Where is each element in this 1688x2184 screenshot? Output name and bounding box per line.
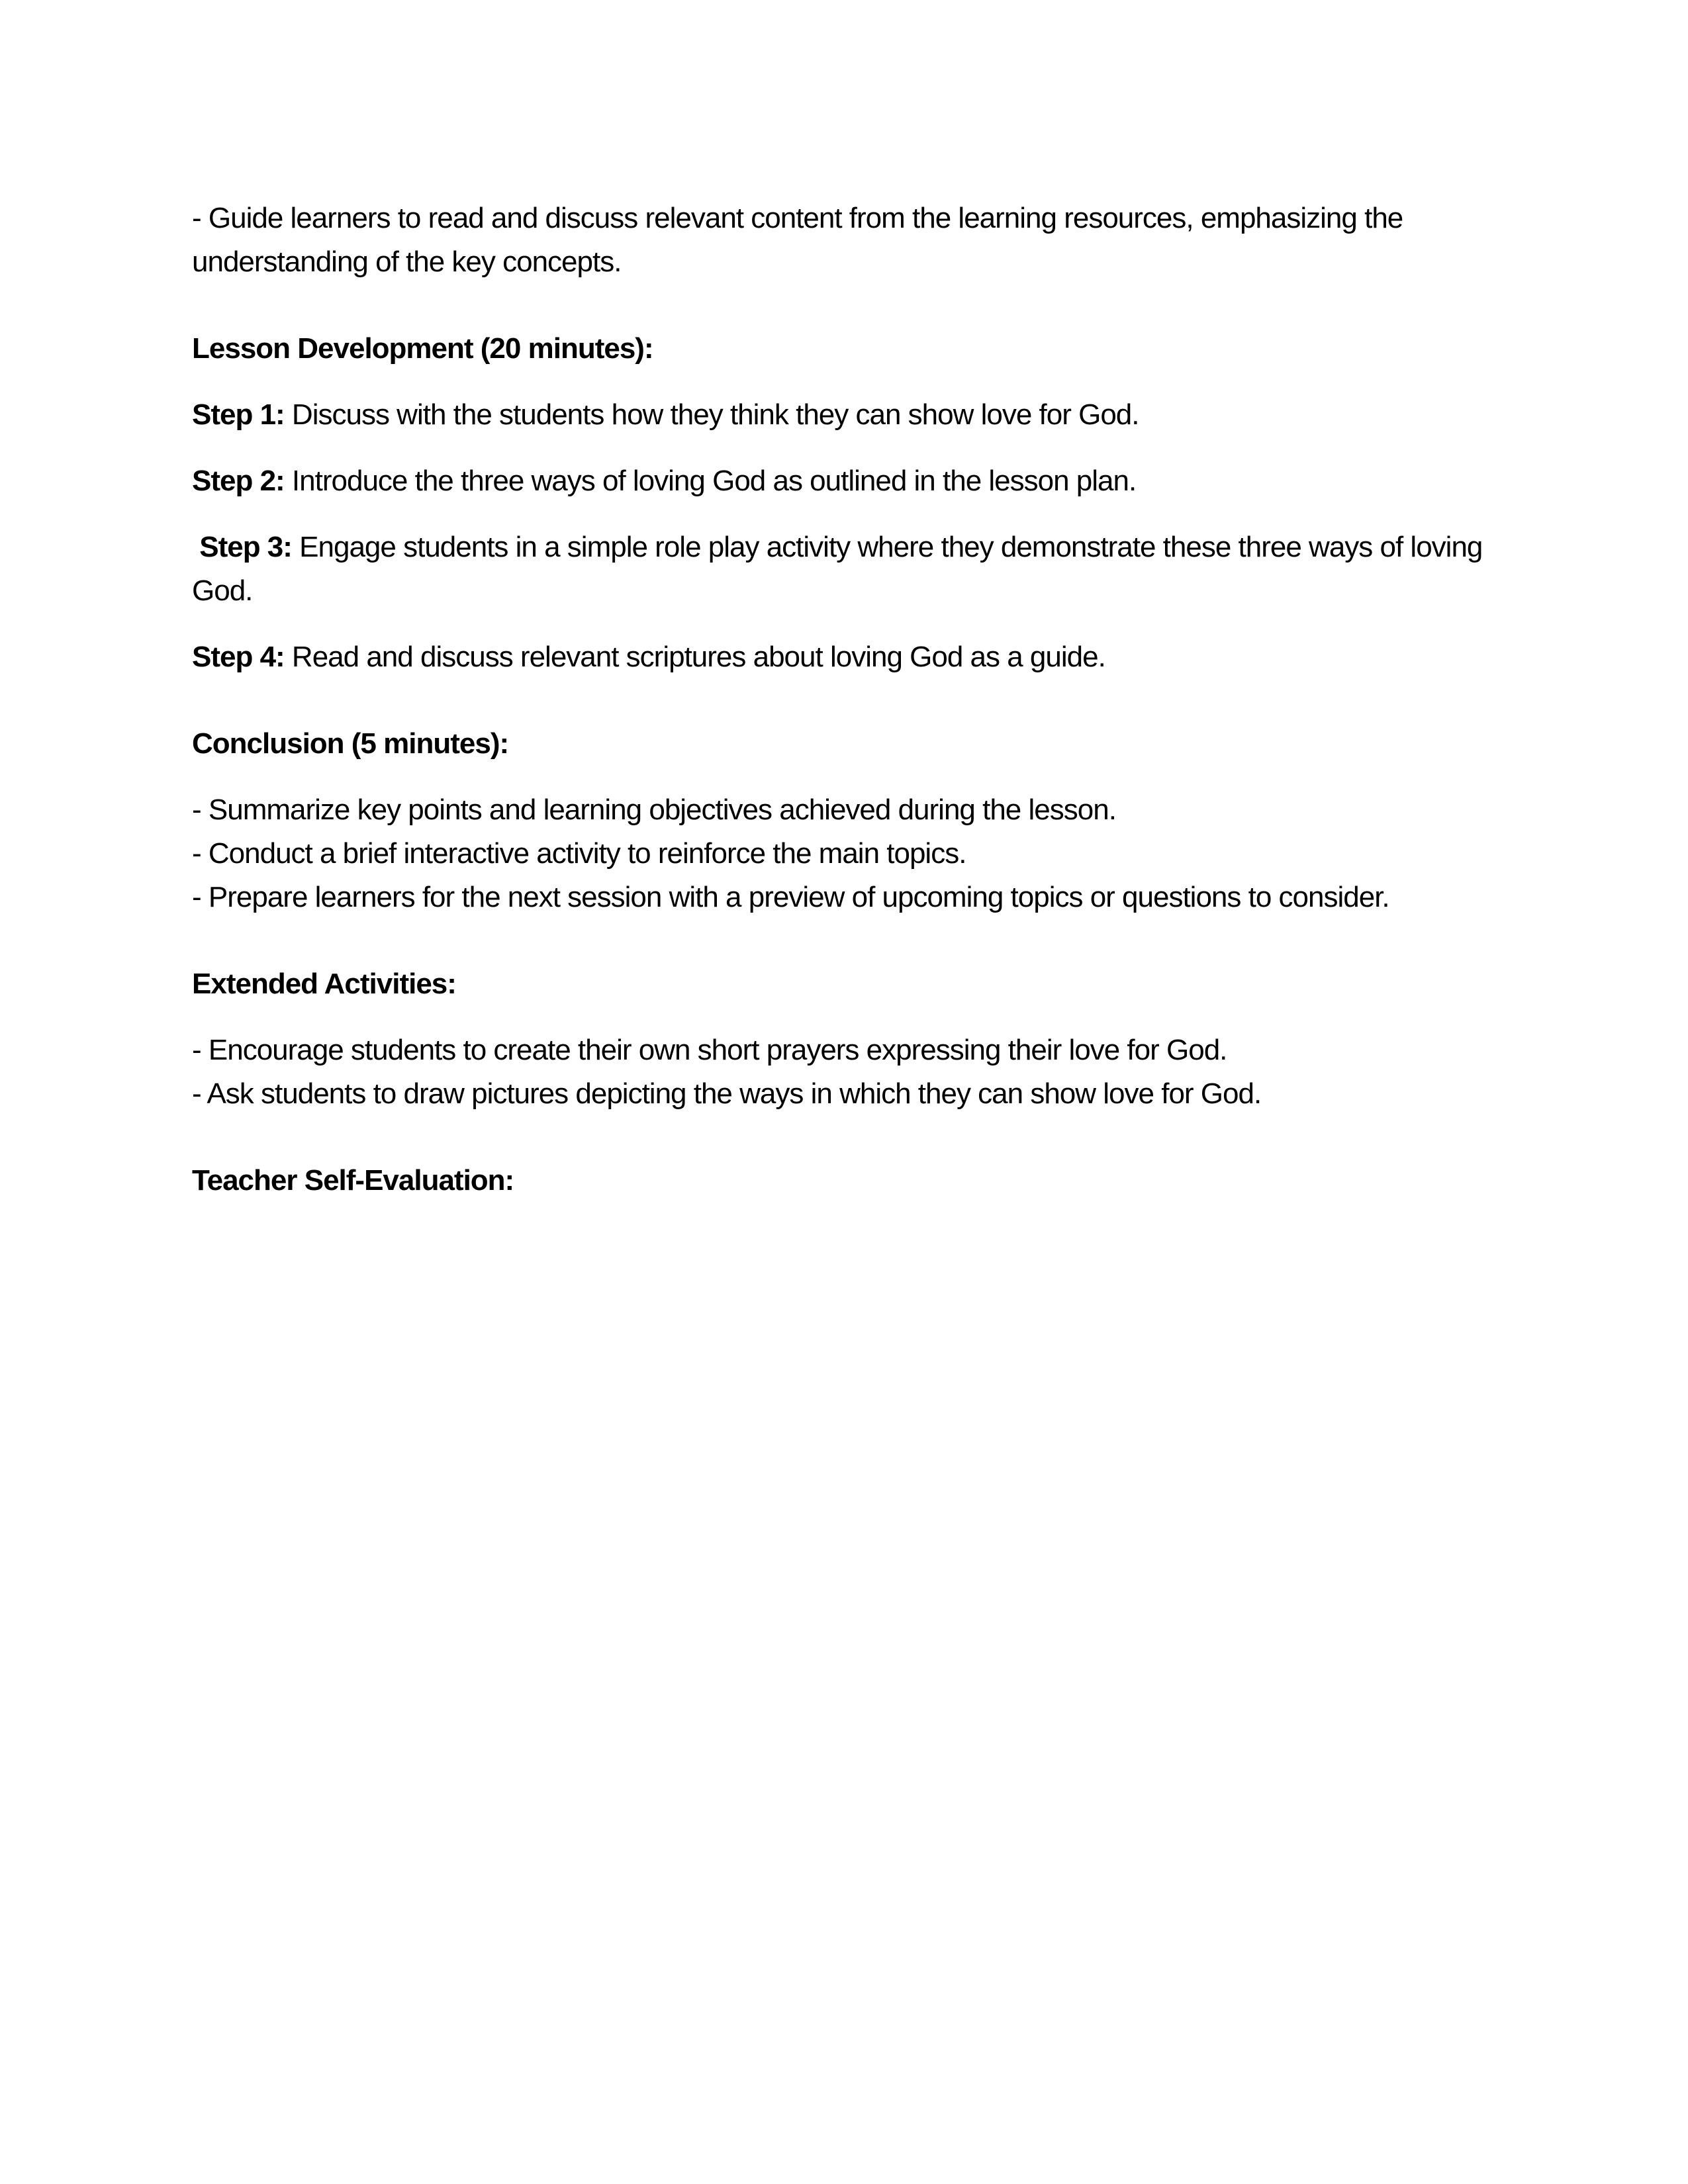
- heading-extended-activities: Extended Activities:: [192, 968, 456, 1000]
- step-4-label: Step 4:: [192, 641, 285, 673]
- paragraph-step-2: [192, 459, 1529, 503]
- step-1-label: Step 1:: [192, 398, 285, 431]
- paragraph-step-3: [192, 525, 1529, 613]
- step-1-text: Discuss with the students how they think they can show love for God.: [284, 398, 1139, 431]
- step-3-label: Step 3:: [192, 531, 292, 563]
- heading-teacher-self-evaluation: Teacher Self-Evaluation:: [192, 1164, 514, 1197]
- paragraph-step-1: [192, 393, 1529, 437]
- step-2-label: Step 2:: [192, 465, 285, 497]
- conclusion-point-conduct: - Conduct a brief interactive activity to reinforce the main topics.: [192, 837, 966, 870]
- step-4-text: Read and discuss relevant scriptures about loving God as a guide.: [284, 641, 1105, 673]
- extended-activities-points: [192, 1028, 1529, 1116]
- conclusion-point-prepare: - Prepare learners for the next session with a preview of upcoming topics or questions to consider.: [192, 881, 1389, 913]
- conclusion-points: [192, 788, 1529, 919]
- extended-point-pictures: - Ask students to draw pictures depicting the ways in which they can show love for God.: [192, 1077, 1262, 1110]
- step-2-text: Introduce the three ways of loving God as outlined in the lesson plan.: [284, 465, 1137, 497]
- heading-conclusion: Conclusion (5 minutes):: [192, 727, 509, 760]
- extended-point-prayers: - Encourage students to create their own short prayers expressing their love for God.: [192, 1034, 1227, 1066]
- conclusion-point-summarize: - Summarize key points and learning objectives achieved during the lesson.: [192, 794, 1116, 826]
- paragraph-step-4: [192, 635, 1529, 679]
- paragraph-intro-guide-learners: - Guide learners to read and discuss relevant content from the learning resources, emphasizing the understanding of the key concepts.: [192, 202, 1411, 278]
- heading-lesson-development: Lesson Development (20 minutes):: [192, 332, 653, 365]
- step-3-text: Engage students in a simple role play activity where they demonstrate these three ways of loving God.: [192, 531, 1490, 607]
